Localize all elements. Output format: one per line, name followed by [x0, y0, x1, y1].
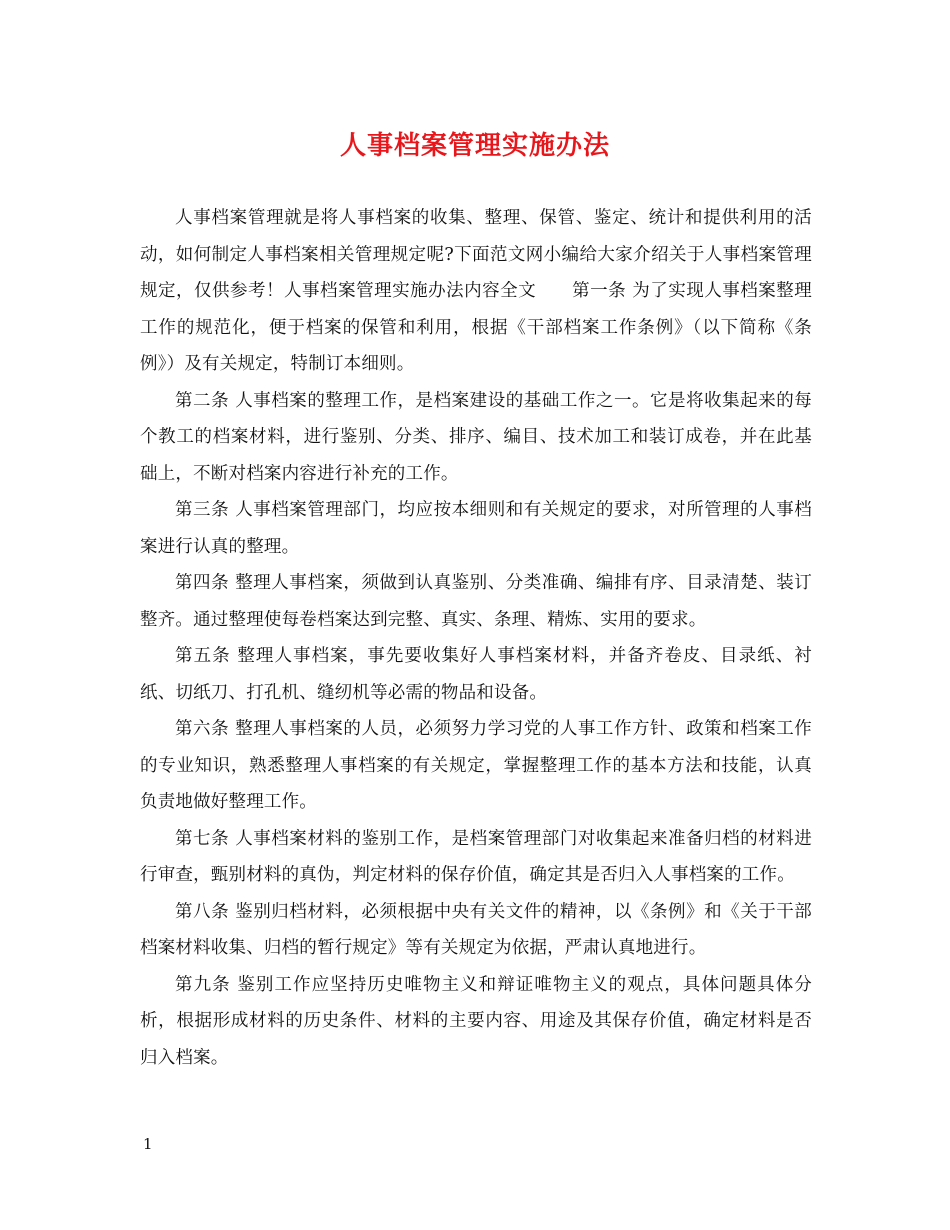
document-title: 人事档案管理实施办法	[339, 131, 610, 161]
paragraph-article-8: 第八条 鉴别归档材料，必须根据中央有关文件的精神，以《条例》和《关于干部档案材料收集、归档的暂行规定》等有关规定为依据，严肃认真地进行。	[140, 901, 812, 958]
paragraph-article-7: 第七条 人事档案材料的鉴别工作，是档案管理部门对收集起来准备归档的材料进行审查，甄别材料的真伪，判定材料的保存价值，确定其是否归入人事档案的工作。	[140, 828, 812, 885]
paragraph-article-6: 第六条 整理人事档案的人员，必须努力学习党的人事工作方针、政策和档案工作的专业知识，熟悉整理人事档案的有关规定，掌握整理工作的基本方法和技能，认真负责地做好整理工作。	[140, 719, 812, 812]
paragraph-article-2: 第二条 人事档案的整理工作，是档案建设的基础工作之一。它是将收集起来的每个教工的档案材料，进行鉴别、分类、排序、编目、技术加工和装订成卷，并在此基础上，不断对档案内容进行补充的工作。	[140, 390, 812, 484]
paragraph-intro: 人事档案管理就是将人事档案的收集、整理、保管、鉴定、统计和提供利用的活动，如何制定人事档案相关管理规定呢?下面范文网小编给大家介绍关于人事档案管理规定，仅供参考！人事档案管理实施办法内容全文 第一条 为了实现人事档案整理工作的规范化，便于档案的保管和利用，根据《干部档案工作条例》（以下简称《条例》）及有关规定，特制订本细则。	[140, 208, 812, 374]
page-number: 1	[143, 1135, 153, 1153]
document-body	[140, 200, 812, 1076]
paragraph-article-3: 第三条 人事档案管理部门，均应按本细则和有关规定的要求，对所管理的人事档案进行认真的整理。	[140, 500, 812, 557]
paragraph-article-9: 第九条 鉴别工作应坚持历史唯物主义和辩证唯物主义的观点，具体问题具体分析，根据形成材料的历史条件、材料的主要内容、用途及其保存价值，确定材料是否归入档案。	[140, 974, 812, 1068]
paragraph-article-5: 第五条 整理人事档案，事先要收集好人事档案材料，并备齐卷皮、目录纸、衬纸、切纸刀、打孔机、缝纫机等必需的物品和设备。	[140, 646, 812, 703]
paragraph-article-4: 第四条 整理人事档案，须做到认真鉴别、分类准确、编排有序、目录清楚、装订整齐。通过整理使每卷档案达到完整、真实、条理、精炼、实用的要求。	[140, 573, 812, 630]
